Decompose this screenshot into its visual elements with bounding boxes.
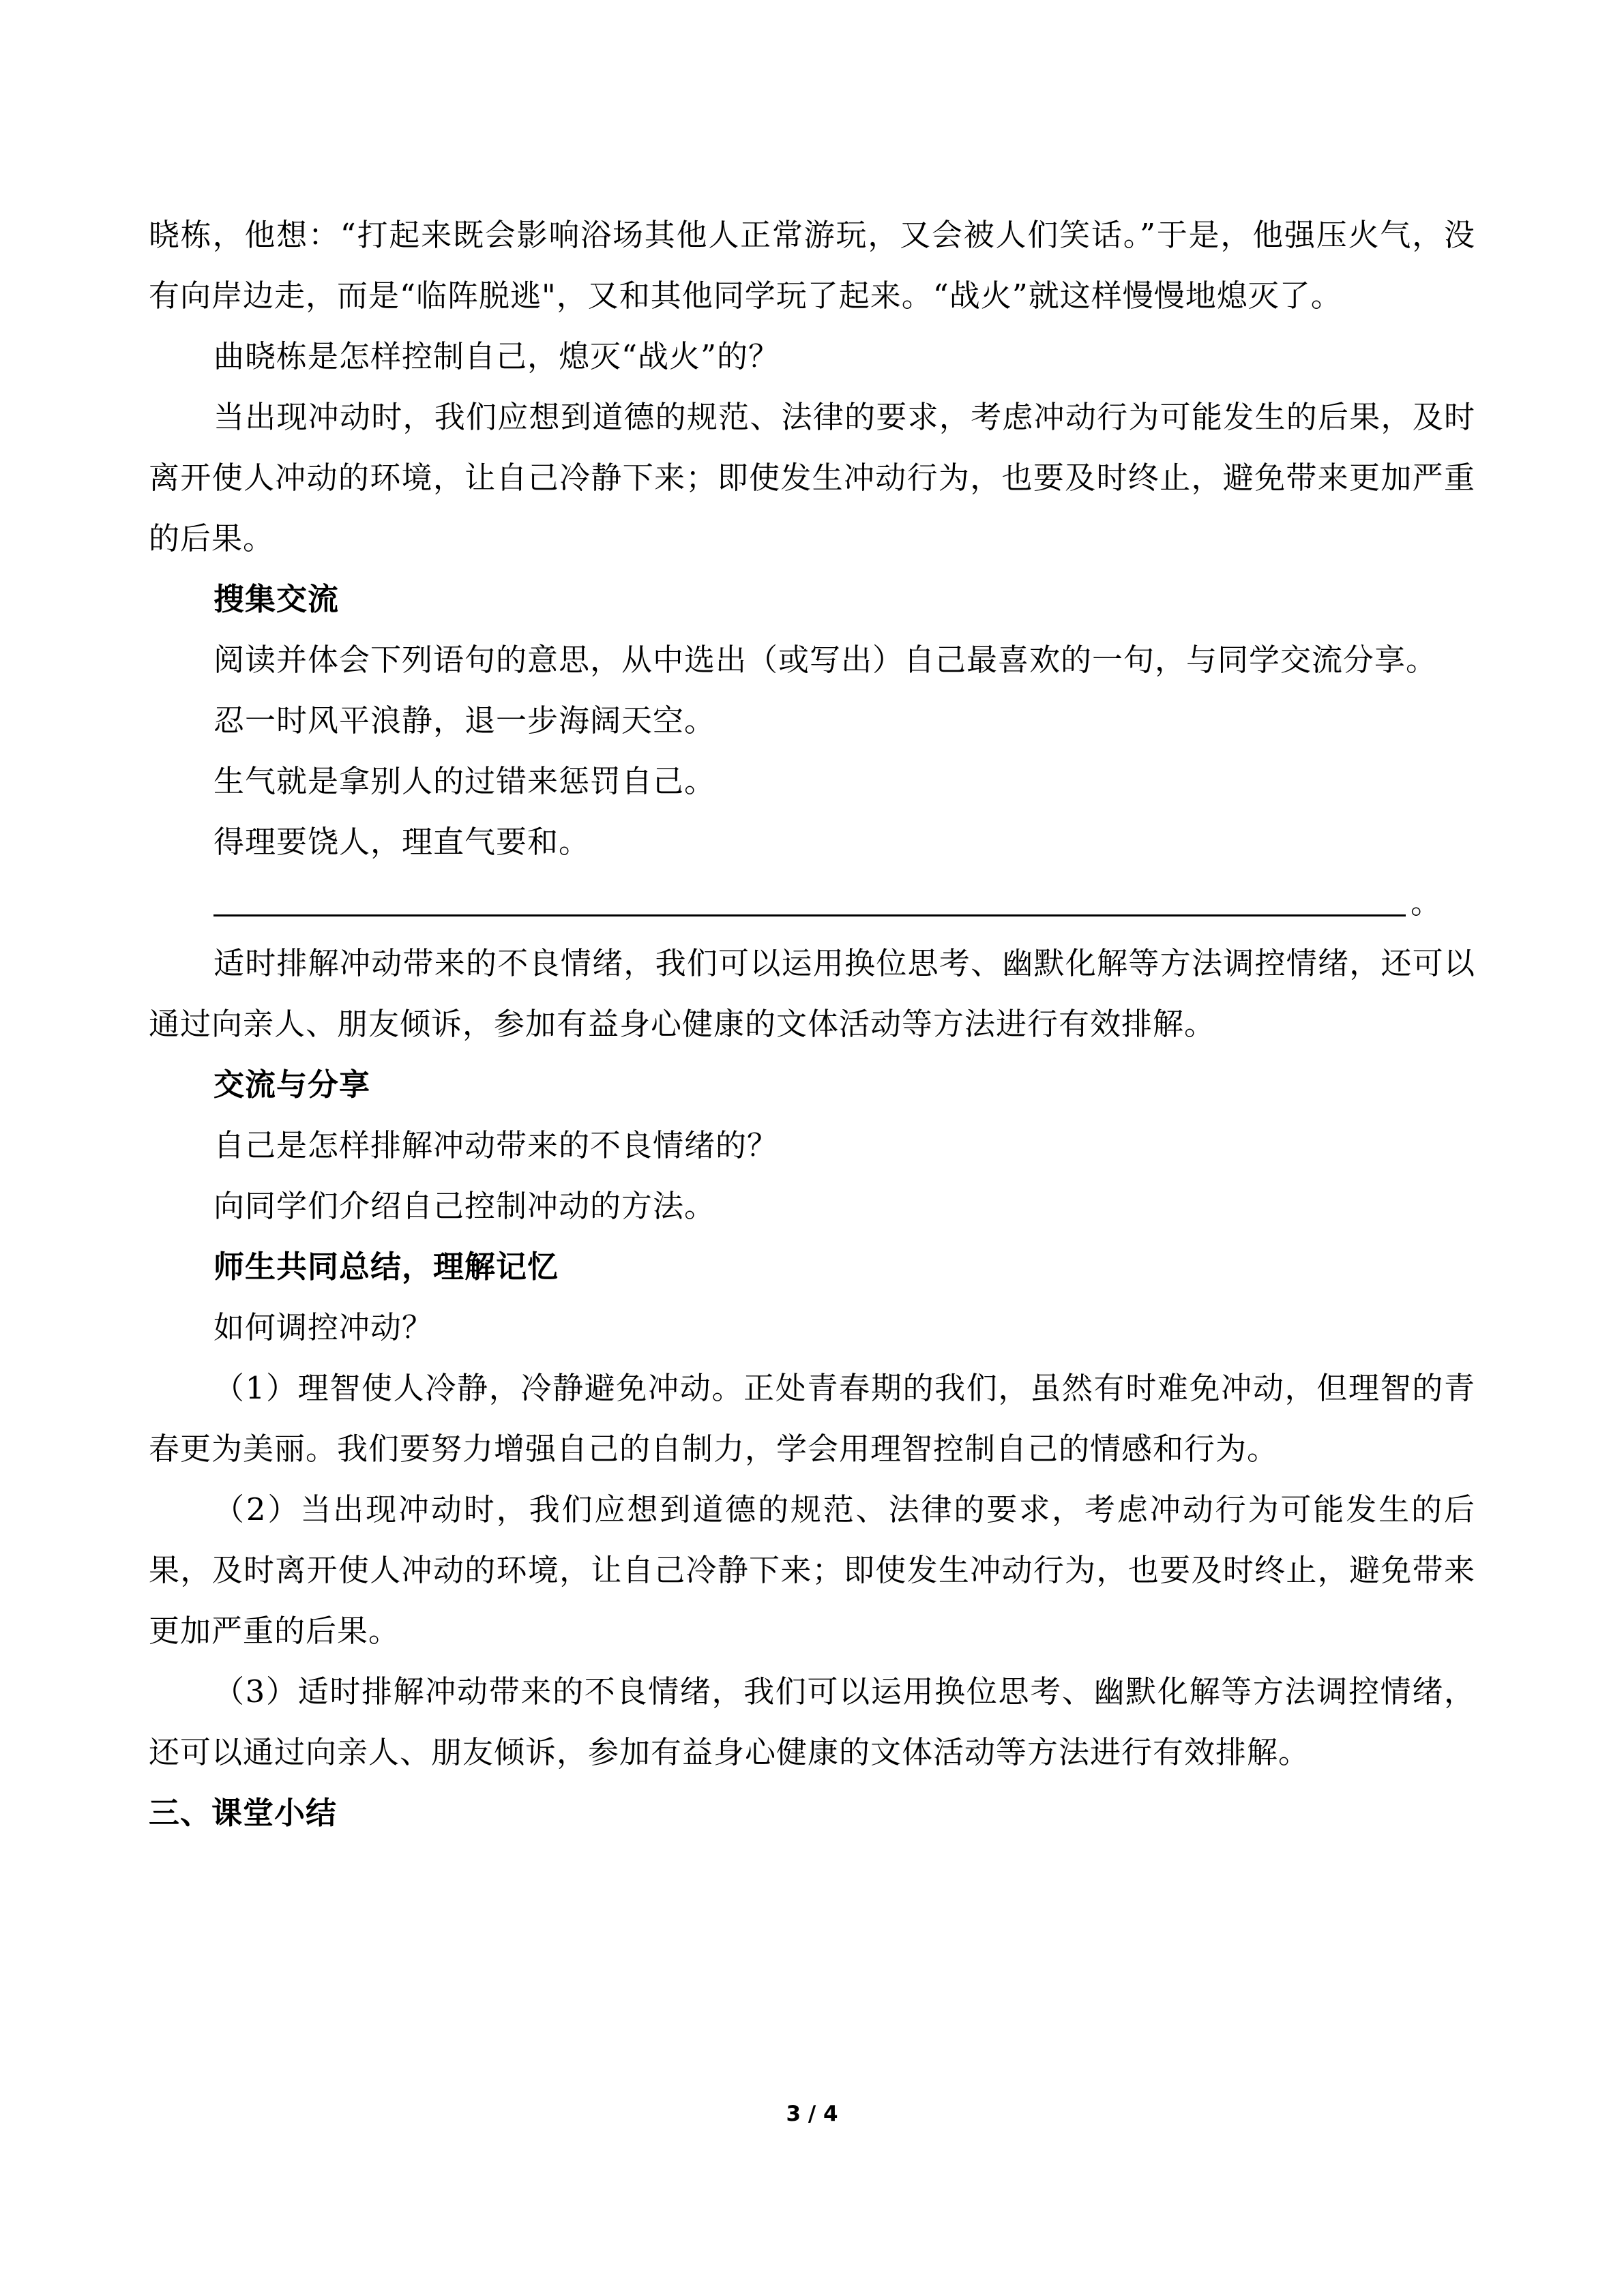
section-heading-class-summary: 三、课堂小结 [149,1795,338,1831]
paragraph-story-continuation: 晓栋，他想：“打起来既会影响浴场其他人正常游玩，又会被人们笑话。”于是，他强压火气，没有向岸边走，而是“临阵脱逃"，又和其他同学玩了起来。“战火”就这样慢慢地熄灭了。 [149,217,1475,314]
blank-period: 。 [1411,884,1442,921]
paragraph-answer: 当出现冲动时，我们应想到道德的规范、法律的要求，考虑冲动行为可能发生的后果，及时离开使人冲动的环境，让自己冷静下来；即使发生冲动行为，也要及时终止，避免带来更加严重的后果。 [149,399,1475,556]
blank-underline [213,914,1406,916]
quote-3: 得理要饶人，理直气要和。 [213,824,591,860]
summary-point-3: （3）适时排解冲动带来的不良情绪，我们可以运用换位思考、幽默化解等方法调控情绪，还可以通过向亲人、朋友倾诉，参加有益身心健康的文体活动等方法进行有效排解。 [149,1673,1475,1770]
page-body [149,205,1475,1843]
heading-exchange-share: 交流与分享 [213,1067,371,1103]
paragraph-instruction: 阅读并体会下列语句的意思，从中选出（或写出）自己最喜欢的一句，与同学交流分享。 [213,642,1438,678]
paragraph-share-question-2: 向同学们介绍自己控制冲动的方法。 [213,1188,716,1224]
summary-point-1: （1）理智使人冷静，冷静避免冲动。正处青春期的我们，虽然有时难免冲动，但理智的青春更为美丽。我们要努力增强自己的自制力，学会用理智控制自己的情感和行为。 [149,1370,1475,1467]
summary-point-2: （2）当出现冲动时，我们应想到道德的规范、法律的要求，考虑冲动行为可能发生的后果，及时离开使人冲动的环境，让自己冷静下来；即使发生冲动行为，也要及时终止，避免带来更加严重的后果。 [149,1491,1475,1649]
paragraph-share-question-1: 自己是怎样排解冲动带来的不良情绪的？ [213,1127,779,1163]
paragraph-emotion-relief: 适时排解冲动带来的不良情绪，我们可以运用换位思考、幽默化解等方法调控情绪，还可以通过向亲人、朋友倾诉，参加有益身心健康的文体活动等方法进行有效排解。 [149,945,1475,1042]
paragraph-how-to-control: 如何调控冲动？ [213,1309,434,1345]
quote-2: 生气就是拿别人的过错来惩罚自己。 [213,763,716,799]
fill-in-blank [149,872,1475,933]
heading-collect-exchange: 搜集交流 [213,581,340,617]
paragraph-question: 曲晓栋是怎样控制自己，熄灭“战火”的？ [213,338,780,374]
page-number: 3 / 4 [786,2102,838,2126]
heading-summary: 师生共同总结，理解记忆 [213,1249,559,1285]
quote-1: 忍一时风平浪静，退一步海阔天空。 [213,702,716,739]
